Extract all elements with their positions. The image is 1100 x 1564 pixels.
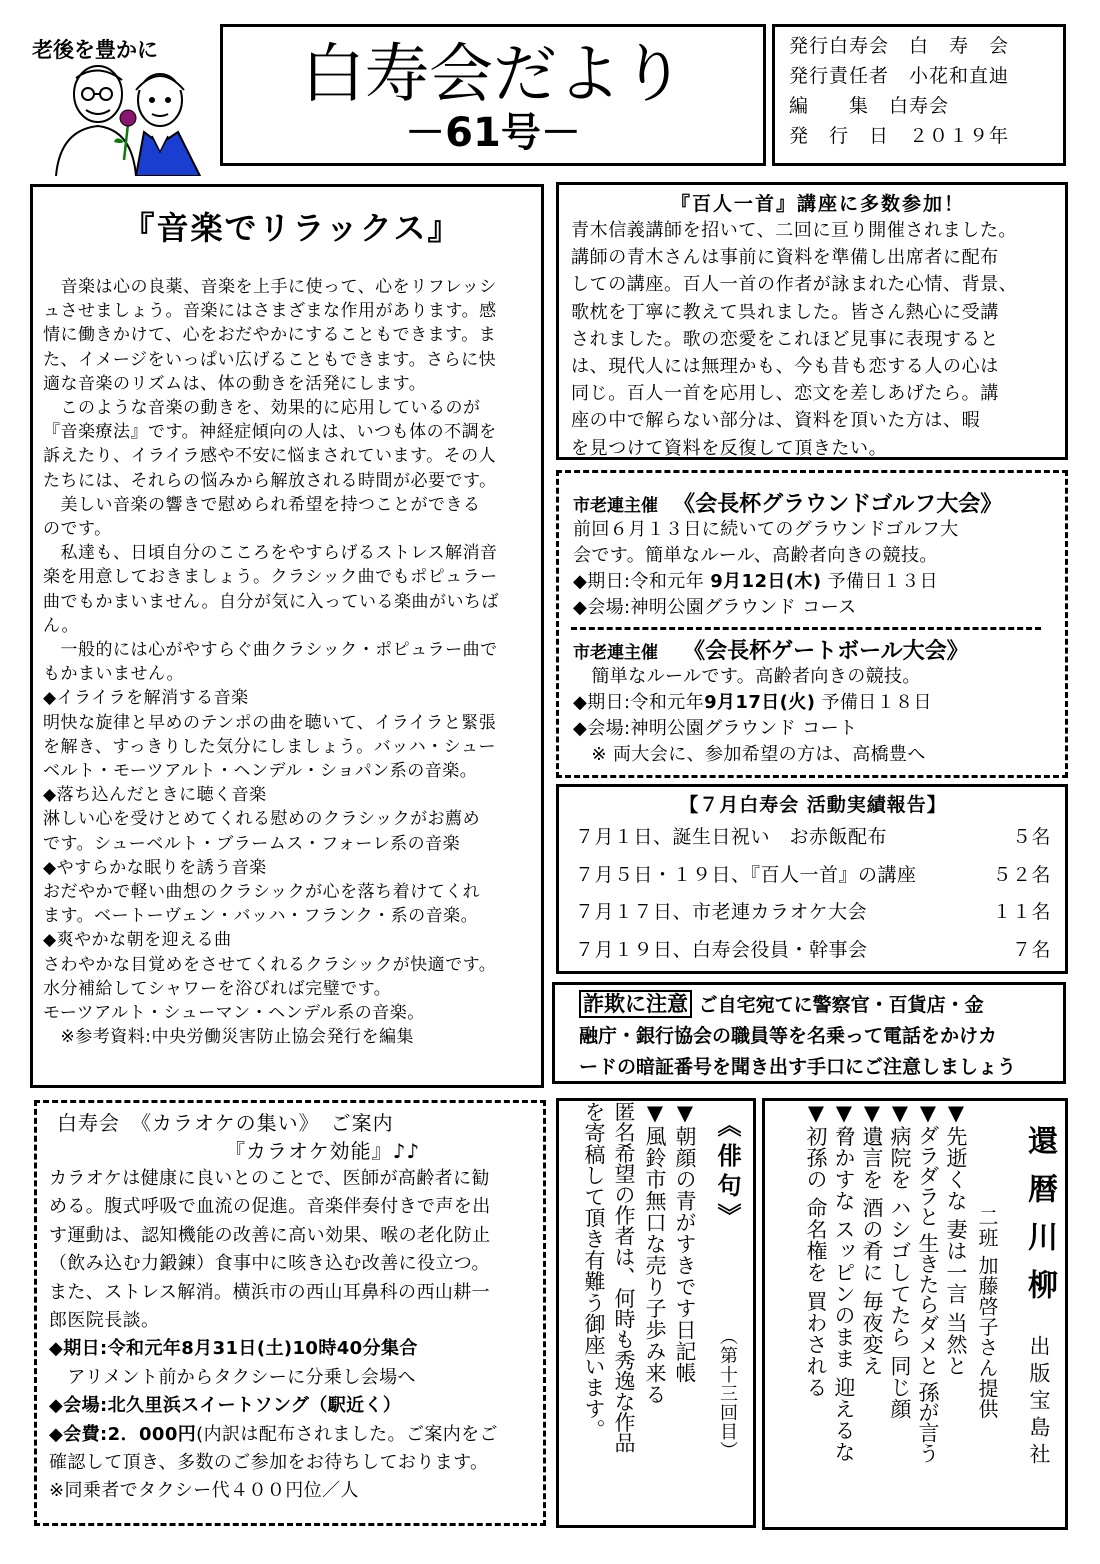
golf-date-prefix: ◆期日:令和元年: [573, 571, 711, 592]
edit-line: 編 集 白寿会: [789, 95, 950, 117]
hyakunin-line: されました。歌の恋愛をこれほど見事に表現すると: [571, 328, 999, 350]
fraud-line-3: ードの暗証番号を聞き出す手口にご注意しましょう: [579, 1056, 1017, 1078]
report-row-text: ７月１７日、市老連カラオケ大会: [575, 901, 868, 923]
music-heading: ◆イライラを解消する音楽: [43, 688, 249, 709]
gateball-date-prefix: ◆期日:令和元年: [573, 692, 705, 713]
karaoke-fee-label: ◆会費:2．000円: [49, 1423, 197, 1445]
golf-title: 《会長杯グラウンドゴルフ大会》: [673, 492, 1003, 517]
haiku-issue: （第十三回目）: [717, 1327, 738, 1460]
golf-sponsor: 市老連主催: [573, 496, 658, 516]
gateball-place: ◆会場:神明公園グラウンド コート: [573, 718, 858, 739]
music-line: 一般的には心がやすらぐ曲クラシック・ポピュラー曲で: [43, 640, 498, 661]
senryu-item: ▼先逝くな 妻は一言 当然と: [944, 1101, 968, 1377]
music-line: さわやかな目覚めをさせてくれるクラシックが快適です。: [43, 954, 497, 975]
karaoke-line: カラオケは健康に良いとのことで、医師が高齢者に勧: [49, 1168, 490, 1189]
tournaments-box: [556, 470, 1068, 778]
fraud-line-2: 融庁・銀行協会の職員等を名乗って電話をかけカ: [579, 1025, 998, 1047]
senryu-item: ▼脅かすな スッピンのまま 迎えるな: [832, 1101, 856, 1463]
golf-place: ◆会場:神明公園グラウンド コース: [573, 597, 857, 618]
karaoke-fee: [49, 1421, 543, 1449]
editor-line: 発行責任者 小花和直迪: [789, 65, 1010, 87]
music-line: のです。: [43, 519, 112, 540]
golf-desc: 会です。簡単なルール、高齢者向きの競技。: [573, 545, 938, 566]
report-row-count: ７名: [1011, 938, 1051, 961]
senryu-box: [762, 1098, 1068, 1530]
report-row-count: ５２名: [992, 863, 1051, 886]
karaoke-box: [34, 1100, 546, 1526]
hyakunin-line: は、現代人には無理かも、今も昔も恋する人の心は: [571, 356, 999, 378]
music-line: ます。ベートーヴェン・バッハ・フランク・系の音楽。: [43, 906, 479, 927]
report-row-text: ７月１日、誕生日祝い お赤飯配布: [575, 826, 888, 848]
masthead-slogan: 老後を豊かに: [32, 38, 158, 62]
fraud-text-1: ご自宅宛てに警察官・百貨店・金: [692, 994, 984, 1016]
report-row-count: １１名: [992, 901, 1051, 923]
music-body: [43, 275, 541, 1050]
music-line: 曲でもかまいません。自分が気に入っている楽曲がいちば: [43, 591, 500, 612]
music-line: た、イメージをいっぱい広げることもできます。さらに快: [43, 349, 497, 370]
karaoke-line: す運動は、認知機能の改善に高い効果、喉の老化防止: [49, 1224, 491, 1246]
music-line: 訴えたり、イライラ感や不安に悩まされています。その人: [43, 446, 497, 467]
karaoke-place: ◆会場:北久里浜スイートソング（駅近く）: [49, 1395, 402, 1417]
senryu-title: 還暦川柳: [1022, 1125, 1057, 1317]
haiku-line: ▼朝顔の青がすきです日記帳: [673, 1101, 697, 1384]
music-line: 明快な旋律と早めのテンポの曲を聴いて、イライラと緊張: [43, 712, 497, 733]
masthead-title-box: [220, 24, 766, 166]
karaoke-date-note: アリメント前からタクシーに分乗し会場へ: [49, 1366, 416, 1388]
haiku-line: ▼風鈴市無口な売り子歩み来る: [643, 1101, 667, 1405]
activity-report: [556, 784, 1068, 974]
karaoke-line: （飲み込む力鍛錬）食事中に咳き込む改善に役立つ。: [49, 1253, 490, 1275]
music-line: 水分補給してシャワーを浴びれば完璧です。: [43, 978, 392, 999]
hyakunin-line: を見つけて資料を反復して頂きたい。: [571, 437, 888, 459]
hyakunin-line: 座の中で解らない部分は、資料を頂いた方は、暇: [571, 410, 981, 432]
newsletter-title: 白寿会だより: [301, 38, 685, 112]
golf-details: [573, 517, 1065, 621]
music-line: もかまいません。: [43, 664, 185, 685]
karaoke-title: 白寿会 《カラオケの集い》 ご案内: [57, 1111, 394, 1135]
karaoke-date: ◆期日:令和元年8月31日(土)10時40分集合: [49, 1338, 418, 1360]
music-line: 私達も、日頃自分のこころをやすらげるストレス解消音: [43, 543, 498, 564]
music-line: 淋しい心を受けとめてくれる慰めのクラシックがお薦め: [43, 809, 481, 830]
karaoke-fee-note: (内訳は配布されました。ご案内をご: [196, 1423, 498, 1445]
music-line: おだやかで軽い曲想のクラシックが心を落ち着けてくれ: [43, 882, 481, 903]
gateball-date: [573, 690, 1065, 716]
gateball-note: ※ 両大会に、参加希望の方は、高橋豊へ: [573, 744, 926, 765]
golf-date-suffix: 予備日１３日: [821, 571, 938, 592]
music-line: 情に働きかけて、心をおだやかにすることもできます。ま: [43, 325, 497, 346]
senryu-item: ▼遺言を 酒の肴に 毎夜変え: [860, 1101, 884, 1377]
golf-date-main: 9月12日(木): [710, 571, 822, 592]
publisher-line: 発行白寿会 白 寿 会: [789, 35, 1010, 57]
tournament-divider: [571, 627, 1041, 630]
fraud-label: 詐欺に注意: [579, 990, 692, 1018]
report-row: [575, 932, 1051, 970]
music-line: このような音楽の動きを、効果的に応用しているのが: [43, 398, 481, 419]
music-article: [30, 184, 544, 1088]
gateball-sponsor: 市老連主催: [573, 643, 658, 663]
music-line: 音楽は心の良薬、音楽を上手に使って、心をリフレッシ: [43, 277, 497, 297]
date-line: 発 行 日 ２０１９年: [789, 125, 1010, 147]
report-row-count: ５名: [1011, 826, 1051, 848]
report-title: 【７月白寿会 活動実績報告】: [679, 794, 947, 816]
gateball-desc: 簡単なルールです。高齢者向きの競技。: [573, 666, 921, 687]
gateball-heading: [573, 634, 1065, 664]
hyakunin-article: [556, 182, 1068, 460]
music-line: ベルト・モーツアルト・ヘンデル・ショパン系の音楽。: [43, 761, 478, 782]
report-row: [575, 894, 1051, 932]
haiku-title: 《俳句》: [713, 1113, 741, 1233]
music-line: たちには、それらの悩みから解放される時間が必要です。: [43, 470, 497, 491]
karaoke-taxi: ※同乗者でタクシー代４００円位／人: [49, 1480, 359, 1502]
music-line: モーツアルト・シューマン・ヘンデル系の音楽。: [43, 1003, 425, 1024]
report-row: [575, 819, 1051, 857]
fraud-line-1: [579, 989, 1063, 1021]
haiku-note: を寄稿して頂き有難う御座います。: [582, 1101, 606, 1441]
music-title: 『音楽でリラックス』: [122, 209, 462, 247]
hyakunin-line: 青木信義講師を招いて、二回に亘り開催されました。: [571, 220, 1018, 241]
senryu-item: ▼ダラダラと 生きたらダメと 孫が言う: [916, 1101, 940, 1463]
senryu-item: ▼初孫の 命名権を 買わされる: [804, 1101, 828, 1398]
music-heading: ◆やすらかな眠りを誘う音楽: [43, 857, 267, 878]
report-row-text: ７月１９日、白寿会役員・幹事会: [575, 938, 868, 961]
music-line: です。シューベルト・ブラームス・フォーレ系の音楽: [43, 833, 461, 854]
senryu-provider: 二班 加藤啓子さん提供: [975, 1207, 999, 1419]
gateball-date-main: 9月17日(火): [704, 692, 816, 713]
karaoke-body: [49, 1165, 543, 1506]
music-line: 楽を用意しておきましょう。クラシック曲でもポピュラー: [43, 567, 498, 588]
karaoke-line: 確認して頂き、多数のご参加をお待ちしております。: [49, 1452, 489, 1474]
hyakunin-line: 同じ。百人一首を応用し、恋文を差しあげたら。講: [571, 383, 999, 405]
karaoke-subtitle: 『カラオケ効能』♪♪: [225, 1139, 421, 1163]
report-row-text: ７月５日・１９日、『百人一首』の講座: [575, 863, 917, 886]
golf-desc: 前回６月１３日に続いてのグラウンドゴルフ大: [573, 519, 959, 540]
gateball-date-suffix: 予備日１８日: [815, 692, 932, 713]
fraud-warning: [552, 982, 1066, 1084]
golf-date: [573, 569, 1065, 595]
hyakunin-body: [571, 217, 1065, 462]
haiku-box: [556, 1098, 756, 1528]
haiku-note: 匿名希望の作者は、何時も秀逸な作品: [612, 1101, 636, 1453]
senryu-item: ▼病院を ハシゴしてたら 同じ顔: [888, 1101, 912, 1420]
gateball-details: [573, 664, 1065, 768]
hyakunin-line: 歌枕を丁寧に教えて呉れました。皆さん熱心に受講: [571, 301, 999, 323]
report-row: [575, 857, 1051, 895]
music-heading: ◆爽やかな朝を迎える曲: [43, 930, 232, 951]
music-line: 美しい音楽の響きで慰められ希望を持つことができる: [43, 494, 481, 515]
gateball-title: 《会長杯ゲートボール大会》: [683, 639, 969, 664]
music-reference: ※参考資料:中央労働災害防止協会発行を編集: [43, 1027, 414, 1048]
karaoke-line: また、ストレス解消。横浜市の西山耳鼻科の西山耕一: [49, 1281, 491, 1303]
music-line: 適な音楽のリズムは、体の動きを活発にします。: [43, 373, 427, 394]
music-line: ん。: [43, 615, 80, 636]
music-line: ュさせましょう。音楽にはさまざまな作用があります。感: [43, 301, 497, 322]
karaoke-line: 郎医院長談。: [49, 1310, 160, 1332]
issue-number: －61号－: [405, 110, 581, 156]
hyakunin-line: しての講座。百人一首の作者が詠まれた心情、背景、: [571, 274, 1018, 296]
music-heading: ◆落ち込んだときに聴く音楽: [43, 785, 267, 806]
senryu-publisher: 出版宝島社: [1027, 1335, 1051, 1470]
hyakunin-line: 講師の青木さんは事前に資料を準備し出席者に配布: [571, 247, 999, 269]
music-line: を解き、すっきりした気分にしましょう。バッハ・シュー: [43, 736, 496, 757]
music-line: 『音楽療法』です。神経症傾向の人は、いつも体の不調を: [43, 422, 497, 443]
elderly-couple-illustration: [36, 60, 216, 176]
publisher-info-box: [772, 24, 1066, 166]
hyakunin-title: 『百人一首』講座に多数参加！: [670, 193, 965, 215]
golf-heading: [573, 487, 1065, 517]
karaoke-line: める。腹式呼吸で血流の促進。音楽伴奏付きで声を出: [49, 1196, 491, 1218]
